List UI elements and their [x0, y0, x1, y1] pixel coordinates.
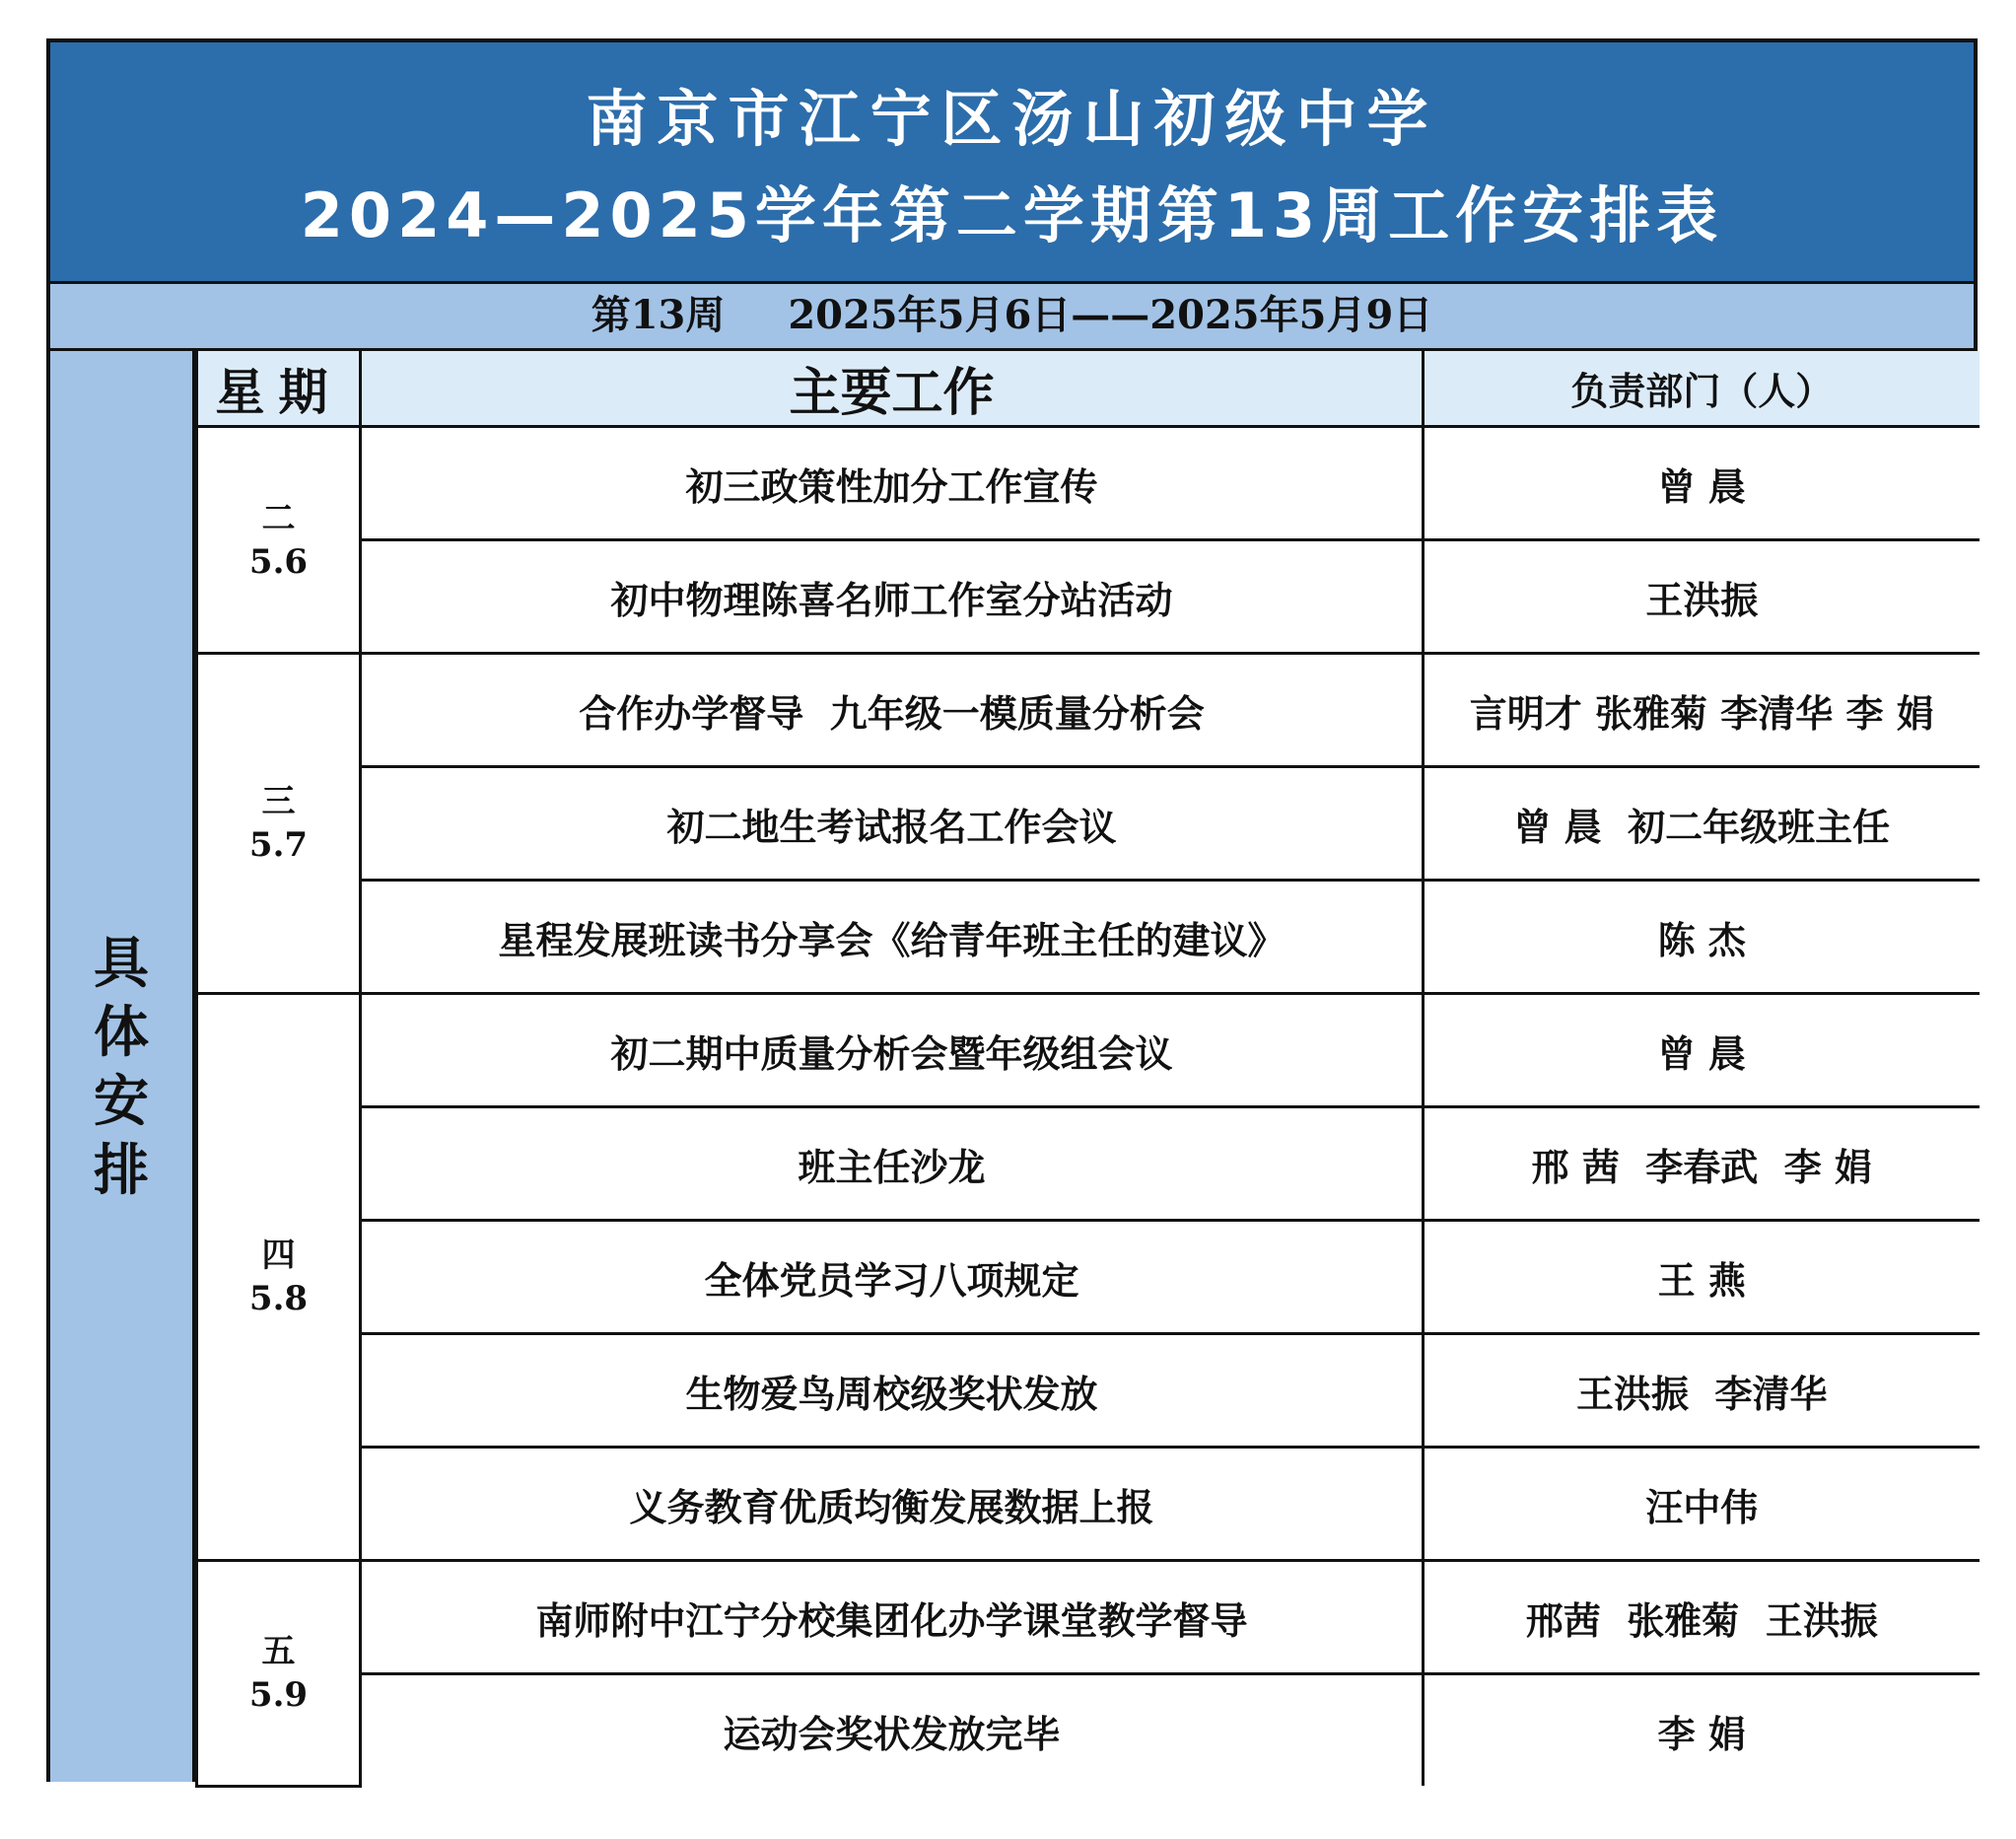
header-day: 星期: [197, 351, 361, 427]
table-row: [197, 767, 1980, 881]
work-cell: 星程发展班读书分享会《给青年班主任的建议》: [361, 881, 1424, 994]
work-cell: 初三政策性加分工作宣传: [361, 427, 1424, 540]
dept-cell: 王洪振 李清华: [1424, 1334, 1980, 1448]
schedule-sheet: [46, 38, 1978, 1782]
dept-cell: 王洪振: [1424, 540, 1980, 654]
work-cell: 南师附中江宁分校集团化办学课堂教学督导: [361, 1561, 1424, 1674]
dept-cell: 邢茜 张雅菊 王洪振: [1424, 1561, 1980, 1674]
table-row: [197, 1448, 1980, 1561]
date: 5.7: [248, 825, 309, 865]
date: 5.8: [248, 1279, 309, 1318]
date-range: 2025年5月6日——2025年5月9日: [788, 292, 1433, 338]
weekday: 二: [261, 498, 296, 538]
schedule-table: [195, 351, 1980, 1788]
dept-cell: 言明才 张雅菊 李清华 李 娟: [1424, 654, 1980, 767]
week-label: 第13周: [591, 292, 726, 338]
table-row: [197, 540, 1980, 654]
table-row: [197, 881, 1980, 994]
dept-cell: 陈 杰: [1424, 881, 1980, 994]
side-label: 具体安排: [94, 930, 149, 1203]
table-header-row: [197, 351, 1980, 427]
work-cell: 合作办学督导 九年级一模质量分析会: [361, 654, 1424, 767]
header-work: 主要工作: [361, 351, 1424, 427]
week-banner: [50, 284, 1974, 351]
date: 5.6: [248, 541, 309, 582]
work-cell: 初中物理陈喜名师工作室分站活动: [361, 540, 1424, 654]
day-cell: [197, 994, 361, 1561]
table-row: [197, 654, 1980, 767]
table-row: [197, 994, 1980, 1107]
day-cell: [197, 654, 361, 994]
table-row: [197, 1107, 1980, 1221]
dept-cell: 曾 晨: [1424, 427, 1980, 540]
weekday: 三: [261, 782, 296, 821]
dept-cell: 李 娟: [1424, 1674, 1980, 1787]
table-row: [197, 1334, 1980, 1448]
day-cell: [197, 1561, 361, 1787]
work-cell: 初二地生考试报名工作会议: [361, 767, 1424, 881]
header-dept: 负责部门（人）: [1424, 351, 1980, 427]
table-row: [197, 1561, 1980, 1674]
title-banner: [50, 42, 1974, 284]
work-cell: 全体党员学习八项规定: [361, 1221, 1424, 1334]
weekday: 四: [261, 1236, 296, 1275]
schedule-title: 2024—2025学年第二学期第13周工作安排表: [300, 179, 1724, 251]
work-cell: 义务教育优质均衡发展数据上报: [361, 1448, 1424, 1561]
side-column: [50, 351, 195, 1782]
dept-cell: 邢 茜 李春武 李 娟: [1424, 1107, 1980, 1221]
weekday: 五: [261, 1631, 296, 1671]
table-row: [197, 1221, 1980, 1334]
work-cell: 运动会奖状发放完毕: [361, 1674, 1424, 1787]
school-name: 南京市江宁区汤山初级中学: [586, 83, 1438, 155]
dept-cell: 曾 晨 初二年级班主任: [1424, 767, 1980, 881]
table-row: [197, 427, 1980, 540]
table-row: [197, 1674, 1980, 1787]
dept-cell: 汪中伟: [1424, 1448, 1980, 1561]
dept-cell: 王 燕: [1424, 1221, 1980, 1334]
day-cell: [197, 427, 361, 654]
date: 5.9: [248, 1674, 309, 1715]
work-cell: 生物爱鸟周校级奖状发放: [361, 1334, 1424, 1448]
work-cell: 初二期中质量分析会暨年级组会议: [361, 994, 1424, 1107]
dept-cell: 曾 晨: [1424, 994, 1980, 1107]
work-cell: 班主任沙龙: [361, 1107, 1424, 1221]
